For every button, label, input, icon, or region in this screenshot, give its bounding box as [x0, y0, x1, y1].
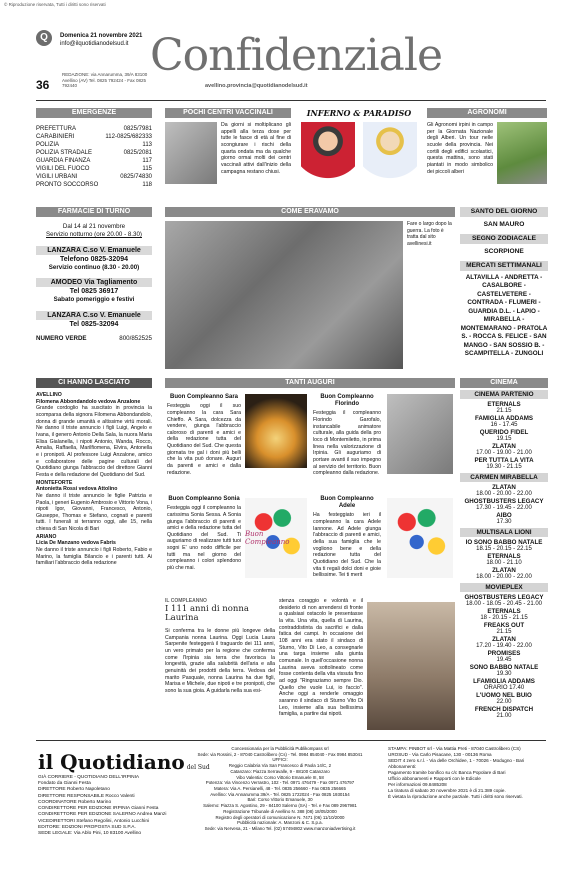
cinema-box [460, 378, 548, 738]
emergenze-phone[interactable]: 0825/2081 [123, 150, 152, 156]
lasciato-name-2: Antonietta Rossi vedova Attolino [36, 486, 118, 493]
film-times: 18.00 - 20.00 - 22.00 [476, 491, 532, 498]
pharmacy-entry [36, 246, 152, 273]
emergenze-phone[interactable]: 118 [142, 182, 152, 188]
emergenze-service: PREFETTURA [36, 126, 77, 132]
film-times: 17.30 - 19.45 - 22.00 [476, 505, 532, 512]
agronomi-box [427, 108, 547, 194]
cinema-name: CARMEN MIRABELLA [460, 473, 548, 482]
lasciato-name-3: Licia De Manzano vedova Fabris [36, 540, 116, 547]
footer-line: Sede: via Nervesa, 21 - Milano Tel. (02) 57494802 www.manzoniadvertising.it [204, 826, 356, 832]
film-title: FREAKS OUT [483, 622, 525, 630]
auguri-head-sara: Buon Compleanno Sara [169, 394, 238, 400]
footer-line: VICEDIRETTORI Stefano Regolini, Antonio Lucchini [38, 818, 150, 824]
footer-line: Potenza: Via Vincenzo Verrastro, 102 - Tel. 0971 476479 - Fax 0971 476797 [205, 780, 355, 786]
cinema-name: MULTISALA LIONI [460, 528, 548, 537]
emergenze-row [36, 149, 152, 157]
film-title: GHOSTBUSTERS LEGACY [464, 498, 544, 506]
emergenze-row [36, 125, 152, 133]
inferno-paradiso-box [297, 108, 421, 194]
pochi-centri-title: POCHI CENTRI VACCINALI [165, 108, 291, 118]
auguri-box [165, 378, 455, 598]
film-times: 19.30 - 21.15 [486, 464, 522, 471]
film-title: QUERIDO FIDEL [479, 429, 529, 437]
footer-line: La tiratura di sabato 20 novembre 2021 è di 21.389 copie. [388, 787, 506, 793]
emergenze-service: VIGILI DEL FUOCO [36, 166, 90, 172]
cinema-title: CINEMA [460, 378, 548, 388]
auguri-title: TANTI AUGURI [165, 378, 455, 388]
film-title: ETERNALS [487, 608, 521, 616]
farmacie-box [36, 207, 152, 367]
film-title: AIBO [496, 512, 512, 520]
issue-date: Domenica 21 novembre 2021 [60, 33, 143, 39]
footer-line: Concessionaria per la Pubblicità Publikompass srl [231, 746, 329, 751]
info-email: info@ilquotidianodelsud.it [60, 41, 129, 47]
emergenze-service: VIGILI URBANI [36, 174, 78, 180]
footer-line: Catanzaro: Piazza Serravalle, 9 - 88100 Catanzaro [230, 768, 330, 774]
footer-line: SEDIT 4 zero s.r.l. - Via delle Orchidee, 1 - 70026 - Modugno - Bari [388, 757, 525, 763]
emergenze-row [36, 181, 152, 189]
historic-photo [165, 221, 403, 369]
film-times: 18.15 - 20.15 - 22.15 [476, 546, 532, 553]
film-times: 17.00 - 19.00 - 21.00 [476, 450, 532, 457]
footer-line: Abbonamenti: [388, 763, 417, 769]
auguri-item-sonia [167, 496, 241, 572]
film-title: PROMISES [487, 650, 521, 658]
header-divider [36, 100, 546, 101]
film-times: 21.15 [496, 408, 512, 415]
farmacie-title: FARMACIE DI TURNO [36, 207, 152, 217]
pharmacy-entry [36, 311, 152, 329]
emergenze-row [36, 173, 152, 181]
footer-logo-small: del Sud [186, 764, 210, 771]
footer-line: CONDIRETTORE PER EDIZIONE IRPINIA Gianni Festa [38, 806, 159, 812]
footer-credits [38, 775, 173, 837]
come-eravamo-box [165, 207, 455, 367]
film-title: SONO BABBO NATALE [469, 664, 539, 672]
film-times: 17.30 [496, 519, 512, 526]
film-title: FRENCH DISPATCH [474, 706, 534, 714]
lasciato-text-2: Ne danno il triste annuncio le figlie Patrizia e Paola, i generi Eugenio Ambrosio e Vittorio Vona, i nipoti Igor, Giovanni, Francesco, Antonio, Giuseppe, Thomas e Stefano, cognati e parenti tutti. I funerali si terranno oggi, alle 15, nella chiesa di San Nicola di Bari [36, 492, 152, 533]
balloons-photo [387, 498, 453, 578]
cinema-name: MOVIEPLEX [460, 583, 548, 592]
farmacie-servizio: Servizio notturno (ore 20.00 - 8.30) [46, 231, 142, 239]
footer-line: UFFICI: [272, 757, 288, 763]
footer-line: Matera: Via A. Persianelli, 48 - Tel. 0835 256660 - Fax 0835 256665 [214, 786, 346, 792]
florindo-photo [387, 394, 453, 474]
mercati-text: ALTAVILLA - ANDRETTA - CASALBORE - CASTELVETERE - CONTRADA - FLUMERI - GUARDIA D.L. - LAPIO - MIRABELLA - MONTEMARANO - PRATOLA S. - ROCCA S. FELICE - SAN MANGO - SAN SOSSIO B. - SCAMPITELLA - ZUNGOLI [460, 273, 548, 358]
emergenze-title: EMERGENZE [36, 108, 152, 118]
inferno-paradiso-title: INFERNO & PARADISO [306, 108, 412, 118]
emergenze-service: CARABINIERI [36, 134, 75, 140]
vaccine-photo [165, 122, 217, 184]
auguri-text-sara: Festeggia oggi il suo compleanno la cara Sara Chieffo. A Sara, dolcezza da vendere, giunga l'abbraccio caloroso di parenti e amici e della redazione tutta del Quotidiano del Sud. Che questa giornata tre gal i doni più belli che la vita può donare. Auguri da parenti e amici e dalla redazione. [167, 403, 241, 476]
come-eravamo-caption: Fare o largo dopo la guerra. La foto è tratta dal sito avellinesi.it [407, 221, 452, 247]
film-title: ZLATAN [492, 567, 516, 575]
film-times: 18.00 - 21.10 [486, 560, 522, 567]
auguri-item-adele [313, 496, 381, 579]
film-times: 19.30 [496, 671, 512, 678]
emergenze-service: PRONTO SOCCORSO [36, 182, 99, 188]
film-title: ETERNALS [487, 553, 521, 561]
film-times: 18.00 - 20.00 - 22.00 [476, 574, 532, 581]
film-times: 18 - 20.15 - 21.15 [480, 615, 528, 622]
auguri-item-florindo [313, 394, 381, 477]
pharmacy-name: LANZARA C.so V. Emanuele [36, 311, 152, 320]
footer-line: Avellino: Via Annarumma 39/A - Tel. 0825 1722024 - Fax 0825 1930154 [210, 791, 350, 797]
cake-photo [245, 394, 307, 468]
farmacie-dates: Dal 14 al 21 novembre [62, 223, 126, 230]
film-times: 19.15 [496, 436, 512, 443]
footer-line: UROSUD - Via Carlo Pisacane, 130 - 00136 Roma [388, 751, 492, 757]
auguri-text-adele: Ha festeggiato ieri il compleanno la cara Adele Iannone. Ad Adele giunga l'abbraccio di parenti e amici, della sua famiglia che le vogliono bene e della redazione tutta del Quotidiano del Sud. Che la vita ti regali dolci doni e gioie bellissime. Tei ti merit [313, 512, 381, 579]
lasciato-text-1: Grande cordoglio ha suscitato in provincia la scomparsa della signora Filomena Abbondandolo, donna di grande umanità e altissime virtù morali. Ne danno il triste annuncio i figli Luigi, Angelo e Ivana, il genero Antonio Della Sala, la nuora Maria Elisa Gialanella, i nipoti Antonio, Wanda, Rocco, Amalia, Raffaella, Marilfiomena, Elvira, Antonella e i pronipoti. Al professore Luigi Anzalone, amico e collaboratore delle pagine culturali del Quotidiano giunga l'abbraccio del direttore Gianni Festa e della redazione del Quotidiano del Sud. [36, 405, 152, 478]
farmacie-list [36, 246, 152, 329]
santo-box [460, 207, 548, 373]
film-title: FAMIGLIA ADDAMS [475, 415, 533, 423]
santo-name: SAN MAURO [483, 221, 525, 228]
auguri-head-florindo: Buon Compleanno Florindo [320, 394, 374, 408]
compleanno-col-2: stenza coraggio e volontà e il desiderio di non arrendersi di fronte a qualsiasi ostacolo le presentasse la vita. Una vita, quella di Laurina, contraddistinta da sacrifici e dalla fatica dei campi. In occasione dei 108 anni era stato il sindaco di Sturno, Vito Di Leo, a consegnarle una targa insieme alla giunta comunale. In quell'occasione nonna Laurina aveva sottolineato come fosse contenta della vita vissuta fino ad oggi "Ringraziamo sempre Dio. Quello che vuole Lui, io faccio". Anche oggi a renderle omaggio saranno il sindaco di Sturno Vito Di Leo, insieme alla sua bellissima famiglia, a partire dai nipoti. [279, 598, 363, 718]
emergenze-phone[interactable]: 115 [142, 166, 152, 172]
film-title: ZLATAN [492, 636, 516, 644]
film-title: ZLATAN [492, 443, 516, 451]
footer-line: EDITORE: EDIZIONI PROPOSTA SUD S.P.A. [38, 824, 136, 830]
numero-verde-label: NUMERO VERDE [36, 335, 87, 342]
section-email[interactable]: avellino.provincia@quotidianodelsud.it [205, 83, 308, 89]
film-title: ZLATAN [492, 484, 516, 492]
footer-line: Sede: via Rossini, 2 - 87040 Castrolibero (Cs) - Tel. 0984 854040 - Fax 0984 853041 [197, 751, 363, 757]
film-times: ORARIO 17.40 [483, 685, 525, 692]
emergenze-service: POLIZIA [36, 142, 60, 148]
newspaper-logo-icon: Q [36, 30, 52, 46]
footer-line: Pagamento tramite bonifico su c/c Banca Popolare di Bari [388, 769, 506, 775]
auguri-item-sara [167, 394, 241, 476]
pharmacy-note: Servizio continuo (8.30 - 20.00) [48, 263, 140, 271]
copyright-note: © Riproduzione riservata, Tutti i diritti sono riservati [4, 2, 106, 7]
auguri-text-sonia: Festeggia oggi il compleanno la carissima Sonia Sessa. A Sonia giunga l'abbraccio di parenti e amici e della redazione tutta del Quotidiano del Sud. Ti auguriamo di realizzare tutti tuoi sogni E' uno nodo difficile per tutti ma nel giorno del compleanno i colori splendono più che mai. [167, 505, 241, 572]
footer-line: CONDIRETTORE PER EDIZIONE SALERNO Andrea Manzi [38, 812, 167, 818]
pharmacy-entry [36, 278, 152, 305]
pharmacy-phone[interactable]: Telefono 0825-32094 [60, 255, 128, 263]
lasciato-name-1: Filomena Abbondandolo vedova Anzalone [36, 398, 141, 405]
footer-line: Reggio Calabria Via San Francesco di Paola 14/C, 2 [228, 763, 332, 769]
film-times: 21.15 [496, 629, 512, 636]
agronomi-text: Gli Agronomi irpini in campo per la Giornata Nazionale degli Alberi. Un tour nelle scuole della provincia. Nei cortili degli edifici scolastici, questa mattina, sono stati piantati in modo simbolico dei piccoli alberi [427, 122, 493, 175]
footer-line: Salerno: Piazza S. Agostino, 29 - 84100 Salerno (SA) - Tel. e Fax 089 2967981 [203, 803, 357, 809]
lasciato-town-1: AVELLINO [36, 392, 62, 398]
film-title: GHOSTBUSTERS LEGACY [464, 594, 544, 602]
lasciato-text-3: Ne danno il triste annuncio i figli Roberto, Fabio e Marino, la famiglia Bilancio e i parenti tutti. Ai familiari l'abbraccio della redazione [36, 547, 152, 567]
footer-line: Registro degli operatori di comunicazione N. 7471 (06) 11/10/2000 [215, 814, 345, 820]
lasciato-town-3: ARIANO [36, 533, 57, 540]
footer-line: DIRETTORE RESPONSABILE Rocco Valenti [38, 793, 135, 799]
auguri-head-adele: Buon Compleanno Adele [320, 496, 374, 510]
agronomi-photo [497, 122, 547, 184]
cinema-name: CINEMA PARTENIO [460, 390, 548, 399]
balloons-card [245, 498, 307, 578]
pochi-centri-text: Da giorni si moltiplicano gli appelli alla terza dose per tutte le fasce di età al fine di scongiurare i rischi della quarta ondata ma da qualche giorno ormai molti dei centri vaccinali attivi dall'inizio della campagna restano chiusi. [221, 122, 291, 175]
santo-title: SANTO DEL GIORNO [460, 207, 548, 217]
emergenze-phone[interactable]: 117 [142, 158, 152, 164]
come-eravamo-title: COME ERAVAMO [165, 207, 455, 217]
lasciato-box [36, 378, 152, 738]
section-masthead: Confidenziale [150, 30, 442, 81]
footer-line: SEDE LEGALE: Via Ablo Pini, 10 83100 Avellino [38, 831, 142, 837]
film-times: 22.00 [496, 699, 512, 706]
emergenze-phone[interactable]: 113 [142, 142, 152, 148]
segno-name: SCORPIONE [484, 247, 524, 255]
numero-verde-row [36, 335, 152, 343]
film-times: 21.00 [496, 713, 512, 720]
segno-title: SEGNO ZODIACALE [460, 234, 548, 244]
auguri-text-florindo: Festeggia il compleanno Florindo Garofalo, instancabile animatore culturale, alla guida della pro loco di Montemiletto, in prima linea nella valorizzazione di Irpinia. Gli auguriamo di portare avanti il suo impegno al servizio del territorio. Buon compleanno dalla redazione. [313, 410, 381, 477]
family-photo [367, 602, 455, 730]
footer-line: Bari: Corso Vittorio Emanuele, 30 [247, 797, 313, 803]
footer-line: Per informazioni 09.8485208 [388, 781, 447, 787]
film-times: 18.00 - 18.05 - 20.45 - 21.00 [465, 601, 543, 608]
pharmacy-phone[interactable]: Tel 0825 36917 [69, 288, 119, 296]
film-times: 16 - 17.45 [490, 422, 518, 429]
footer-line: COORDINATORE Roberto Marino [38, 799, 112, 805]
footer-line: STAMPA: PINBOT srl - Via Mattia Preti - 87040 Castrolibero (CS) [388, 746, 521, 751]
pochi-centri-box [165, 108, 291, 194]
pharmacy-name: LANZARA C.so V. Emanuele [36, 246, 152, 255]
film-title: PER TUTTA LA VITA [474, 457, 534, 465]
emergenze-phone[interactable]: 0825/74830 [120, 174, 152, 180]
emergenze-table [36, 125, 152, 189]
footer-line: Registrazione Tribunale di Avellino N. 388 (08) 18/05/2000 [223, 808, 337, 814]
film-title: LFAMIGLIA ADDAMS [473, 678, 535, 686]
angel-illustration-icon [363, 122, 417, 186]
film-times: 17.20 - 19.40 - 22.00 [476, 643, 532, 650]
film-title: ETERNALS [487, 401, 521, 408]
compleanno-headline: I 111 anni di nonna Laurina [165, 603, 249, 624]
footer-printing [388, 746, 546, 800]
emergenze-phone[interactable]: 112-0825/682333 [105, 134, 152, 140]
film-times: 19.45 [496, 657, 512, 664]
emergenze-service: POLIZIA STRADALE [36, 150, 93, 156]
compleanno-col-1: Si conferma tra le donne più longeve della Campania nonna Laurina. Oggi Lucia Laura Sarpenite festeggerà il traguardo dei 111 anni, un vero primato per la regione che conferma come l'Irpinia sia terra che favorisca la longevità, grazie alla salubrità dell'aria e alla genuinità dei prodotti della terra. Vedova del marito Pasquale, nonna Laurina ha due figli, Marisa e Michele, due nipoti e tre pronipoti, che sono la sua gioia. A guidarla nella sua esi- [165, 628, 275, 694]
film-title: IO SONO BABBO NATALE [465, 539, 543, 547]
balloons-card-label: Buon Compleanno [245, 529, 290, 546]
cinema-list [460, 390, 548, 720]
lasciato-title: CI HANNO LASCIATO [36, 378, 152, 388]
emergenze-row [36, 141, 152, 149]
footer-line: Vibo Valentia: Corso Vittorio Emanuele III, 58 [236, 774, 324, 780]
footer-line: Ufficio abbonamenti e Rapporti con le Edicole [388, 775, 481, 781]
devil-illustration-icon [301, 122, 355, 186]
footer-advertising [180, 746, 380, 832]
emergenze-row [36, 133, 152, 141]
emergenze-row [36, 157, 152, 165]
emergenze-row [36, 165, 152, 173]
emergenze-phone[interactable]: 0825/7981 [123, 126, 152, 132]
redazione-address: REDAZIONE: via Annarumma, 39/A 83100 Avellino (AV) Tel. 0825 792424 - Fax 0825 792440 [62, 72, 148, 89]
pharmacy-phone[interactable]: Tel 0825-32094 [69, 320, 119, 328]
pharmacy-name: AMODEO Via Tagliamento [36, 278, 152, 287]
pharmacy-note: Sabato pomeriggio e festivi [53, 296, 135, 304]
compleanno-article [165, 598, 455, 738]
footer-line: GIÀ CORRIERE - QUOTIDIANO DELL'IRPINIA [38, 775, 140, 780]
agronomi-title: AGRONOMI [427, 108, 547, 118]
emergenze-service: GUARDIA FINANZA [36, 158, 91, 164]
page-number: 36 [36, 78, 50, 92]
footer-line: DIRETTORE Roberto Napoletano [38, 787, 110, 793]
compleanno-kicker: IL COMPLEANNO [165, 598, 207, 604]
numero-verde-number: 800/852525 [119, 335, 152, 342]
lasciato-town-2: MONTEFORTE [36, 479, 73, 486]
footer-line: Fondato da Gianni Festa [38, 781, 91, 787]
footer-line: È vietata la riproduzione anche parziale. Tutti i diritti sono riservati. [388, 793, 523, 799]
mercati-title: MERCATI SETTIMANALI [460, 261, 548, 271]
footer-divider [36, 740, 546, 741]
auguri-head-sonia: Buon Compleanno Sonia [168, 496, 240, 502]
footer-line: Pubblicità nazionale: A. Manzoni & C. S.p.a. [237, 820, 323, 826]
film-title: L'UOMO NEL BUIO [476, 692, 532, 700]
footer-logo-text: il Quotidiano [38, 750, 185, 774]
